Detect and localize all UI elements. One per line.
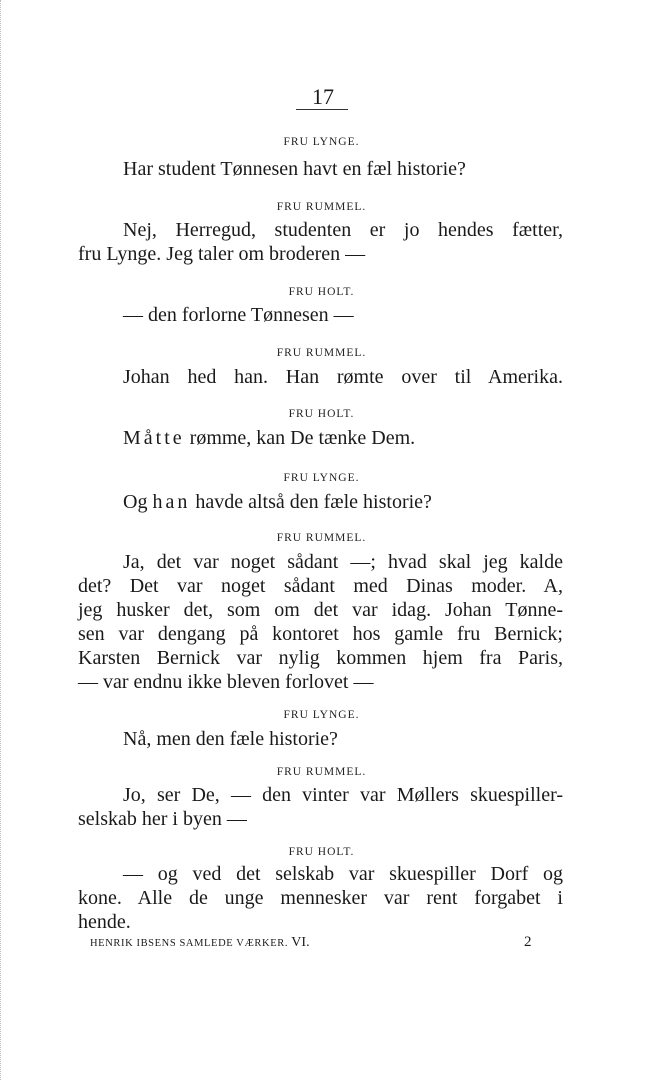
dialogue-line: hende. <box>78 911 131 933</box>
page-number-rule <box>296 109 348 110</box>
speaker-name: FRU HOLT. <box>288 408 355 420</box>
speaker-name: FRU HOLT. <box>288 846 355 858</box>
dialogue-line: — den forlorne Tønnesen — <box>123 304 354 326</box>
dialogue-line: jeg husker det, som om det var idag. Johan Tønne- <box>78 599 563 621</box>
dialogue-line: Nej, Herregud, studenten er jo hendes fætter, <box>123 219 563 241</box>
speaker-name: FRU RUMMEL. <box>276 766 367 778</box>
dialogue-line-rest: rømme, kan De tænke Dem. <box>184 427 416 449</box>
dialogue-line: Har student Tønnesen havt en fæl historie? <box>123 158 466 180</box>
footer-work-title: HENRIK IBSENS SAMLEDE VÆRKER. <box>90 938 289 949</box>
dialogue-line: sen var dengang på kontoret hos gamle fru Bernick; <box>78 623 563 645</box>
dialogue-line: selskab her i byen — <box>78 808 247 830</box>
speaker-name: FRU RUMMEL. <box>276 532 367 544</box>
dialogue-line-rest: havde altså den fæle historie? <box>190 491 432 513</box>
dialogue-line <box>123 426 415 450</box>
speaker-name: FRU LYNGE. <box>283 472 360 484</box>
dialogue-line: Jo, ser De, — den vinter var Møllers skuespiller- <box>123 784 563 806</box>
dialogue-line: Nå, men den fæle historie? <box>123 728 338 750</box>
dialogue-line: Johan hed han. Han rømte over til Amerika. <box>123 366 563 388</box>
spaced-word: Måtte <box>123 427 185 449</box>
dialogue-line: fru Lynge. Jeg taler om broderen — <box>78 243 366 265</box>
dialogue-line <box>123 490 432 514</box>
footer-volume: VI. <box>291 935 310 950</box>
dialogue-line: kone. Alle de unge mennesker var rent forgabet i <box>78 887 563 909</box>
dialogue-line-start: Og <box>123 491 153 513</box>
dialogue-line: Ja, det var noget sådant —; hvad skal jeg kalde <box>123 551 563 573</box>
page-edge-line <box>0 0 1 1080</box>
footer-title <box>90 936 310 951</box>
dialogue-line: — og ved det selskab var skuespiller Dorf og <box>123 863 563 885</box>
footer-signature: 2 <box>524 934 532 950</box>
page-number: 17 <box>312 84 334 109</box>
speaker-name: FRU LYNGE. <box>283 709 360 721</box>
speaker-name: FRU RUMMEL. <box>276 347 367 359</box>
speaker-name: FRU LYNGE. <box>283 136 360 148</box>
dialogue-line: — var endnu ikke bleven forlovet — <box>78 671 374 693</box>
spaced-word: han <box>152 491 191 513</box>
speaker-name: FRU RUMMEL. <box>276 201 367 213</box>
speaker-name: FRU HOLT. <box>288 286 355 298</box>
dialogue-line: Karsten Bernick var nylig kommen hjem fra Paris, <box>78 647 563 669</box>
dialogue-line: det? Det var noget sådant med Dinas moder. A, <box>78 575 563 597</box>
